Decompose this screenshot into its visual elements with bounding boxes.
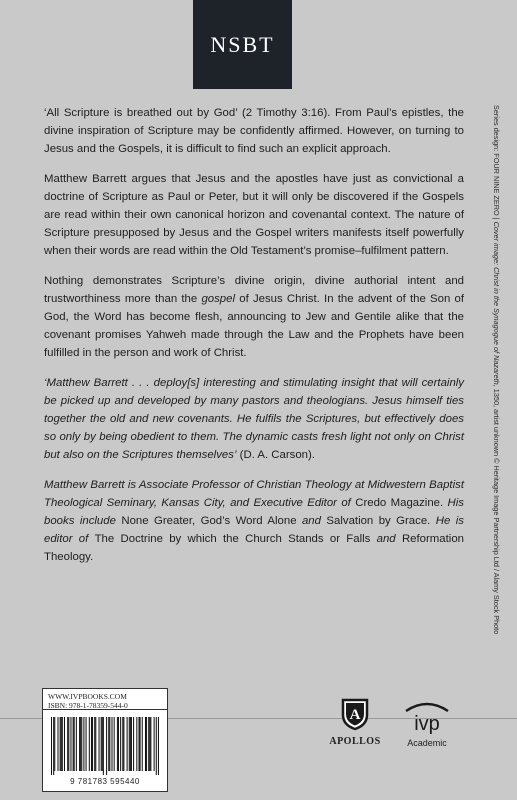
blurb-text-run: Nothing demonstrates Scripture’s divine origin, divine authorial intent and trustworthiness more than the	[44, 275, 464, 305]
barcode-bar	[120, 717, 121, 771]
barcode-bar	[117, 717, 118, 771]
barcode-bar	[64, 717, 65, 771]
apollos-name: APOLLOS	[329, 736, 381, 747]
blurb-text-run: Matthew Barrett is Associate Professor of Christian Theology at Midwestern Baptist Theological Seminary, Kansas City, and Executive Editor of	[44, 479, 464, 509]
barcode-bar	[73, 717, 74, 771]
blurb-paragraph	[44, 476, 464, 566]
blurb-paragraph	[44, 104, 464, 158]
barcode-bar	[140, 717, 141, 771]
barcode-bar	[80, 717, 81, 771]
barcode-bar	[156, 717, 157, 775]
barcode-bar	[123, 717, 124, 771]
barcode-bar	[122, 717, 123, 771]
barcode-bar	[138, 717, 139, 771]
barcode-bar	[74, 717, 75, 771]
blurb-text-run: ‘All Scripture is breathed out by God’ (2 Timothy 3:16). From Paul’s epistles, the divine inspiration of Scripture may be confidently affirmed. However, on turning to Jesus and the Gospels, it is difficult to find such an explicit approach.	[44, 107, 464, 155]
barcode-bar	[92, 717, 93, 771]
image-credit	[490, 105, 502, 695]
barcode-bar	[129, 717, 130, 771]
barcode-bar	[103, 717, 104, 775]
barcode-bar	[57, 717, 58, 771]
blurb-text-run: None Greater, God’s Word Alone	[121, 515, 297, 527]
barcode-bar	[76, 717, 77, 771]
barcode-bar	[114, 717, 115, 771]
ivp-logo-icon	[398, 695, 456, 735]
blurb-text-run: Matthew Barrett argues that Jesus and the apostles have just as convictional a doctrine of Scripture as Paul or Peter, but it will only be discovered if the Gospels are read within their own canonical horizon and covenantal context. The nature of Scripture presupposed by Jesus and the Gospel writers manifests itself powerfully when their words are read within the Old Testament’s promise–fulfilment pattern.	[44, 173, 464, 257]
barcode-bar	[136, 717, 137, 771]
blurb-text-run: (D. A. Carson).	[236, 449, 315, 461]
barcode-bar	[95, 717, 96, 771]
apollos-shield-icon	[340, 697, 370, 731]
barcode-bar	[127, 717, 128, 771]
image-credit-text	[490, 105, 502, 695]
barcode-bar	[89, 717, 90, 771]
barcode-bar	[51, 717, 52, 775]
barcode-bar	[62, 717, 63, 771]
blurb-text-run: The Doctrine by which the Church Stands or Falls	[94, 533, 371, 545]
barcode-bar	[148, 717, 149, 771]
blurb-text-run: Credo	[355, 497, 387, 509]
barcode-bar	[99, 717, 100, 771]
barcode-bar	[133, 717, 134, 771]
barcode-bar	[111, 717, 112, 771]
blurb-text-run: of Jesus Christ. In the advent of the Son of God, the Word has become flesh, announcing to Jew and Gentile alike that the covenant promises Yahweh made through the Law and the Prophets have been fulfilled in the person and work of Christ.	[44, 293, 464, 359]
blurb-text-run: and	[370, 533, 402, 545]
barcode-digits: 9 781783 595440	[70, 777, 140, 786]
barcode-bar	[106, 717, 107, 775]
blurb-text-run: gospel	[201, 293, 236, 305]
barcode-bar	[68, 717, 69, 771]
blurb-text-run: Magazine.	[386, 497, 448, 509]
barcode-bar	[102, 717, 103, 771]
blurb-paragraph	[44, 272, 464, 362]
barcode-bar	[145, 717, 146, 771]
apollos-logo	[320, 697, 390, 747]
ivp-academic-label: Academic	[407, 738, 447, 748]
blurb-paragraph	[44, 170, 464, 260]
credit-text-run: , 1350, artist unknown © Heritage Image Partnership Ltd / Alamy Stock Photo	[492, 384, 501, 635]
barcode-bar	[108, 717, 109, 771]
apollos-mark: A	[349, 707, 361, 723]
blurb-paragraph	[44, 374, 464, 464]
barcode-bar	[53, 717, 54, 775]
blurb-text-run: Reformation Theology.	[44, 533, 464, 563]
barcode-block	[42, 688, 168, 792]
blurb-text-run: Salvation by Grace.	[326, 515, 431, 527]
barcode-bar	[130, 717, 131, 771]
barcode-bar	[86, 717, 87, 771]
back-cover-blurb	[44, 104, 464, 578]
blurb-text-run: and	[296, 515, 327, 527]
ivp-wordmark: ivp	[414, 713, 440, 735]
barcode-bar	[61, 717, 62, 771]
barcode-bar	[83, 717, 84, 771]
barcode-bar	[158, 717, 159, 775]
barcode-bar	[149, 717, 150, 771]
barcode-bar	[150, 717, 151, 771]
barcode-icon	[51, 717, 159, 775]
blurb-text-run: He is editor of	[44, 515, 464, 545]
barcode-bar	[70, 717, 71, 771]
barcode-bar	[79, 717, 80, 771]
barcode-bar	[154, 717, 155, 771]
barcode-bar	[109, 717, 110, 771]
barcode-bar	[146, 717, 147, 771]
barcode-bar	[54, 717, 55, 771]
isbn-label: ISBN: 978-1-78359-544-0	[48, 701, 128, 710]
ivp-academic-logo	[398, 695, 456, 748]
barcode-bar	[142, 717, 143, 771]
barcode-bar	[60, 717, 61, 771]
barcode-bar	[131, 717, 132, 771]
barcode-bar	[118, 717, 119, 771]
series-badge-label: NSBT	[210, 31, 275, 57]
barcode-bar	[91, 717, 92, 771]
barcode-publisher-info	[43, 689, 167, 710]
publisher-website: WWW.IVPBOOKS.COM	[48, 692, 127, 701]
blurb-text-run: ‘Matthew Barrett . . . deploy[s] interesting and stimulating insight that will certainly be picked up and developed by many pastors and theologians. Jesus himself ties together the old and new covenants. He fulfils the Scriptures, but effectively does so only by being obedient to them. The dynamic casts fresh light not only on Christ but also on the Scriptures themselves’	[44, 377, 464, 461]
barcode-bar	[81, 717, 82, 771]
barcode-bar	[67, 717, 68, 771]
barcode-bar	[94, 717, 95, 771]
credit-text-run: Cover image: Christ in the Synagogue of Nazareth	[492, 221, 501, 385]
blurb-text-run: His books include	[44, 497, 464, 527]
barcode-bar	[101, 717, 102, 771]
credit-text-run: Series design: FOUR NINE ZERO |	[492, 105, 501, 222]
series-badge	[193, 0, 292, 89]
